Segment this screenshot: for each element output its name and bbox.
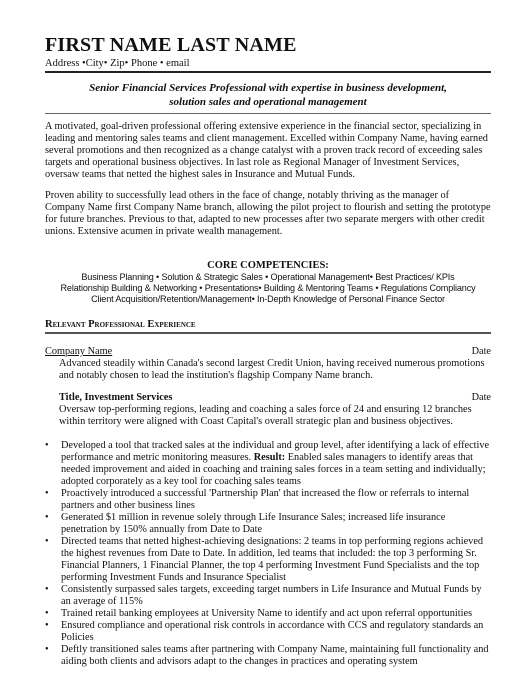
- competencies-title: CORE COMPETENCIES:: [207, 260, 329, 271]
- list-item: • Deftly transitioned sales teams after partnering with Company Name, maintaining full functionality and aiding both clients and advisors adapt to the changes in practices and operating system: [45, 644, 491, 668]
- resume-page: [45, 34, 491, 668]
- company-date: Date: [471, 346, 491, 357]
- company-name: Company Name: [45, 346, 113, 357]
- list-item: • Developed a tool that tracked sales at the individual and group level, after identifying a lack of effective performance and metric monitoring measures. Result: Enabled sales managers to identify areas that needed improvement and aided in coaching and training sales forces in a team setting and individually; adopted corporately as a key tool for coaching sales teams: [45, 440, 491, 488]
- achievement-list: [45, 440, 491, 668]
- tagline-divider: [45, 113, 491, 114]
- company-row: [45, 346, 491, 358]
- list-item: • Proactively introduced a successful 'Partnership Plan' that increased the flow or referrals to internal partners and other business lines: [45, 488, 491, 512]
- tagline-line-2: solution sales and operational management: [169, 96, 367, 108]
- competencies-line-3: Client Acquisition/Retention/Management• In-Depth Knowledge of Personal Finance Sector: [91, 294, 445, 304]
- experience-section-divider: [45, 332, 491, 334]
- company-description: Advanced steadily within Canada's second largest Credit Union, having received numerous promotions and notably chosen to lead the institution's flagship Company Name branch.: [59, 358, 485, 381]
- list-item: • Generated $1 million in revenue solely through Life Insurance Sales; increased life insurance penetration by 150% annually from Date to Date: [45, 512, 491, 536]
- competencies-line-1: Business Planning • Solution & Strategic Sales • Operational Management• Best Practices/ KPIs: [81, 272, 455, 282]
- tagline-line-1: Senior Financial Services Professional with expertise in business development,: [89, 82, 447, 94]
- result-label: Result:: [251, 452, 286, 463]
- job-description: Oversaw top-performing regions, leading and coaching a sales force of 24 and ensuring 12 branches within territory were aligned with Coast Capital's overall strategic plan and business objectives.: [59, 404, 472, 427]
- job-title-row: [45, 392, 491, 404]
- summary-paragraph-2: Proven ability to successfully lead others in the face of change, notably thriving as the manager of Company Name first Company Name branch, allowing the pilot project to flourish and setting the prototype for future branches. Previous to that, adapted to new processes after two separate mergers with other credit unions. Extensive acumen in private wealth management.: [45, 190, 491, 237]
- list-item: • Consistently surpassed sales targets, exceeding target numbers in Life Insurance and Mutual Funds by an average of 115%: [45, 584, 491, 608]
- competencies-line-2: Relationship Building & Networking • Presentations• Building & Mentoring Teams • Regulations Compliancy: [60, 283, 476, 293]
- list-item: • Ensured compliance and operational risk controls in accordance with CCS and regulatory standards an Policies: [45, 620, 491, 644]
- summary-paragraph-1: A motivated, goal-driven professional offering extensive experience in the financial sector, specializing in leading and mentoring sales teams and client management. Excelled within Company Name, having earned several promotions and then recognized as a change catalyst with a proven track record of exceeding sales targets and operational business objectives. In last role as Regional Manager of Investment Services, oversaw teams that netted the highest sales in Insurance and Mutual Funds.: [45, 121, 488, 180]
- list-item: • Trained retail banking employees at University Name to identify and act upon referral opportunities: [45, 608, 491, 620]
- job-date: Date: [471, 392, 491, 403]
- contact-line: Address •City• Zip• Phone • email: [45, 58, 190, 69]
- list-item: • Directed teams that netted highest-achieving designations: 2 teams in top performing regions achieved the highest revenues from Date to Date. In addition, led teams that included: the top 3 performing Sr. Financial Planners, 1 Financial Planner, the top 4 performing Investment Fund Specialists and the top performing Investment Funds and Insurance Specialist: [45, 536, 491, 584]
- candidate-name: FIRST NAME LAST NAME: [45, 34, 297, 56]
- professional-tagline: [45, 81, 491, 109]
- header-divider: [45, 71, 491, 73]
- experience-section-title: Relevant Professional Experience: [45, 319, 196, 330]
- job-title: Title, Investment Services: [59, 392, 173, 403]
